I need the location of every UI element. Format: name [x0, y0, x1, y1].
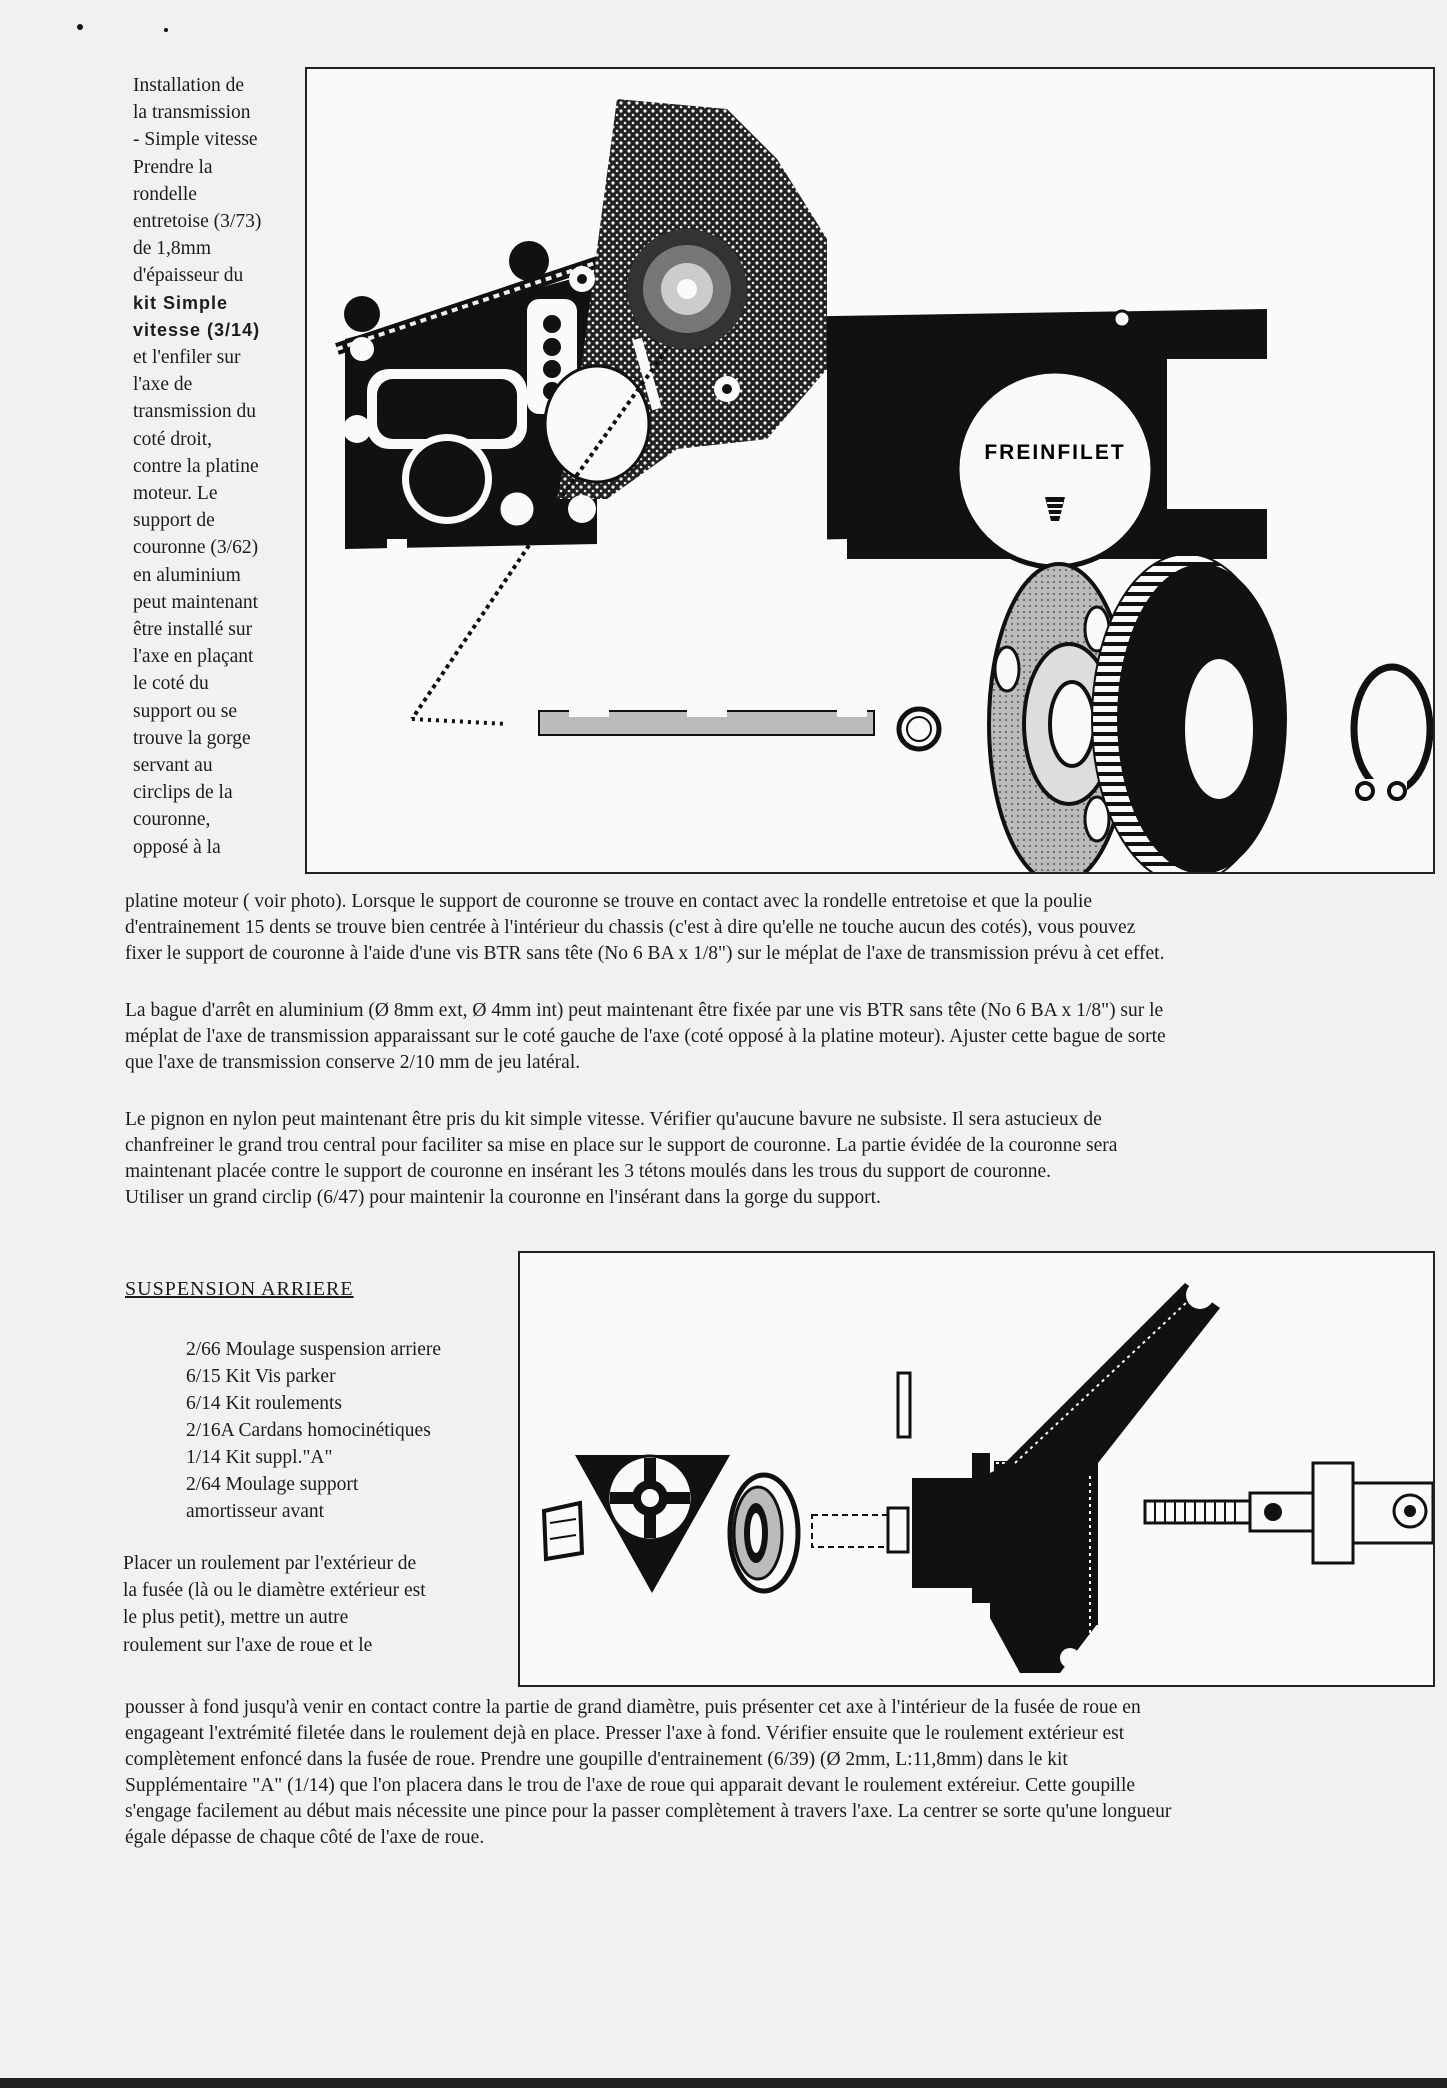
side-line: entretoise (3/73): [133, 211, 262, 233]
text-line: engageant l'extrémité filetée dans le roulement dejà en place. Presser l'axe à fond. Vérifier ensuite que le roulement extérieur est: [125, 1723, 1125, 1744]
section-heading: SUSPENSION ARRIERE: [125, 1278, 354, 1300]
side-line-bold: [133, 290, 298, 317]
side-line: coté droit,: [133, 428, 213, 450]
side-line: d'épaisseur du: [133, 265, 244, 287]
side-line: et l'enfiler sur: [133, 347, 241, 369]
side-line: en aluminium: [133, 564, 241, 586]
paragraph-stop-ring: [125, 998, 1420, 1076]
side-line: contre la platine: [133, 455, 259, 477]
side-line: le coté du: [133, 673, 209, 695]
transmission-illustration: [307, 69, 1433, 872]
kit-name: vitesse (3/14): [133, 319, 261, 340]
side-line: de 1,8mm: [133, 238, 211, 260]
side-column-text: [133, 72, 298, 861]
text-line: que l'axe de transmission conserve 2/10 mm de jeu latéral.: [125, 1052, 581, 1073]
paragraph-axle-pin: [125, 1695, 1420, 1851]
parts-list-item: amortisseur avant: [186, 1501, 325, 1522]
freinfilet-label: FREINFILET: [984, 441, 1126, 464]
text-line: Placer un roulement par l'extérieur de: [123, 1553, 417, 1574]
side-line: transmission du: [133, 401, 256, 423]
text-line: chanfreiner le grand trou central pour faciliter sa mise en place sur le support de couronne. La partie évidée de la couronne sera: [125, 1135, 1118, 1156]
text-line: Utiliser un grand circlip (6/47) pour maintenir la couronne en l'insérant dans la gorge du support.: [125, 1187, 881, 1208]
parts-list-item: 2/64 Moulage support: [186, 1474, 359, 1495]
text-line: complètement enfoncé dans la fusée de roue. Prendre une goupille d'entrainement (6/39) (Ø 2mm, L:11,8mm) dans le kit: [125, 1749, 1068, 1770]
side-line: opposé à la: [133, 836, 221, 858]
side-line: circlips de la: [133, 782, 233, 804]
side-line: servant au: [133, 755, 213, 777]
side-line: - Simple vitesse: [133, 129, 258, 151]
side-line: rondelle: [133, 183, 197, 205]
side-line: Installation de: [133, 75, 245, 96]
side-line: support de: [133, 510, 215, 532]
text-line-bold-start: [125, 1747, 1420, 1773]
text-line: La bague d'arrêt en aluminium (Ø 8mm ext, Ø 4mm int) peut maintenant être fixée par une vis BTR sans tête (No 6 BA x 1/8") sur le: [125, 1000, 1164, 1021]
side-line: Prendre la: [133, 156, 213, 178]
suspension-figure: [518, 1251, 1435, 1687]
text-line: le plus petit), mettre un autre: [123, 1607, 349, 1629]
parts-list-item: 2/66 Moulage suspension arriere: [186, 1339, 442, 1360]
transmission-figure: [305, 67, 1435, 874]
scan-bottom-edge: [0, 2078, 1447, 2088]
suspension-illustration: [520, 1253, 1433, 1685]
side-line: l'axe de: [133, 374, 193, 396]
side-line: support ou se: [133, 700, 237, 722]
text-line: s'engage facilement au début mais nécessite une pince pour la passer complètement à travers l'axe. La centrer se sorte qu'une longueur: [125, 1801, 1172, 1822]
scan-speck: [77, 24, 83, 30]
side-line: couronne,: [133, 809, 211, 831]
text-line: roulement sur l'axe de roue et le: [123, 1634, 373, 1656]
side-line: trouve la gorge: [133, 727, 251, 749]
text-line: la fusée (là ou le diamètre extérieur est: [123, 1580, 426, 1602]
side-line: être installé sur: [133, 619, 253, 641]
side-line: moteur. Le: [133, 483, 218, 505]
scan-speck: [164, 28, 168, 32]
text-line: pousser à fond jusqu'à venir en contact contre la partie de grand diamètre, puis présenter cet axe à l'intérieur de la fusée de roue en: [125, 1697, 1141, 1718]
side-line: l'axe en plaçant: [133, 646, 254, 668]
text-line: platine moteur ( voir photo). Lorsque le support de couronne se trouve en contact avec la rondelle entretoise et que la poulie: [125, 891, 1093, 912]
parts-list-item: 6/14 Kit roulements: [186, 1393, 342, 1414]
side-line-bold: [133, 317, 298, 344]
text-line: Supplémentaire "A" (1/14) que l'on placera dans le trou de l'axe de roue qui apparait devant le roulement extéreiur. Cette goupille: [125, 1775, 1136, 1796]
text-line: fixer le support de couronne à l'aide d'une vis BTR sans tête (No 6 BA x 1/8") sur le méplat de l'axe de transmission prévu à cet effet.: [125, 943, 1165, 964]
parts-list-item: 2/16A Cardans homocinétiques: [186, 1420, 431, 1441]
text-line: méplat de l'axe de transmission apparaissant sur le coté gauche de l'axe (coté opposé à la platine moteur). Ajuster cette bague de sorte: [125, 1026, 1166, 1047]
paragraph-nylon-gear: [125, 1107, 1420, 1211]
parts-list: [186, 1336, 441, 1525]
text-line: maintenant placée contre le support de couronne en insérant les 3 tétons moulés dans les trous du support de couronne.: [125, 1161, 1051, 1182]
side-line: couronne (3/62): [133, 537, 259, 559]
text-line: d'entrainement 15 dents se trouve bien centrée à l'intérieur du chassis (c'est à dire qu'elle ne touche aucun des cotés), vous pouvez: [125, 917, 1136, 938]
side-line: la transmission: [133, 102, 251, 124]
paragraph-bearing: [123, 1550, 503, 1659]
parts-list-item: 6/15 Kit Vis parker: [186, 1366, 336, 1387]
paragraph-installation: [125, 889, 1420, 967]
text-line: Le pignon en nylon peut maintenant être pris du kit simple vitesse. Vérifier qu'aucune bavure ne subsiste. Il sera astucieux de: [125, 1109, 1102, 1130]
parts-list-item: 1/14 Kit suppl."A": [186, 1447, 333, 1468]
kit-name: kit Simple: [133, 292, 229, 313]
side-line: peut maintenant: [133, 591, 259, 613]
text-line: égale dépasse de chaque côté de l'axe de roue.: [125, 1827, 485, 1848]
